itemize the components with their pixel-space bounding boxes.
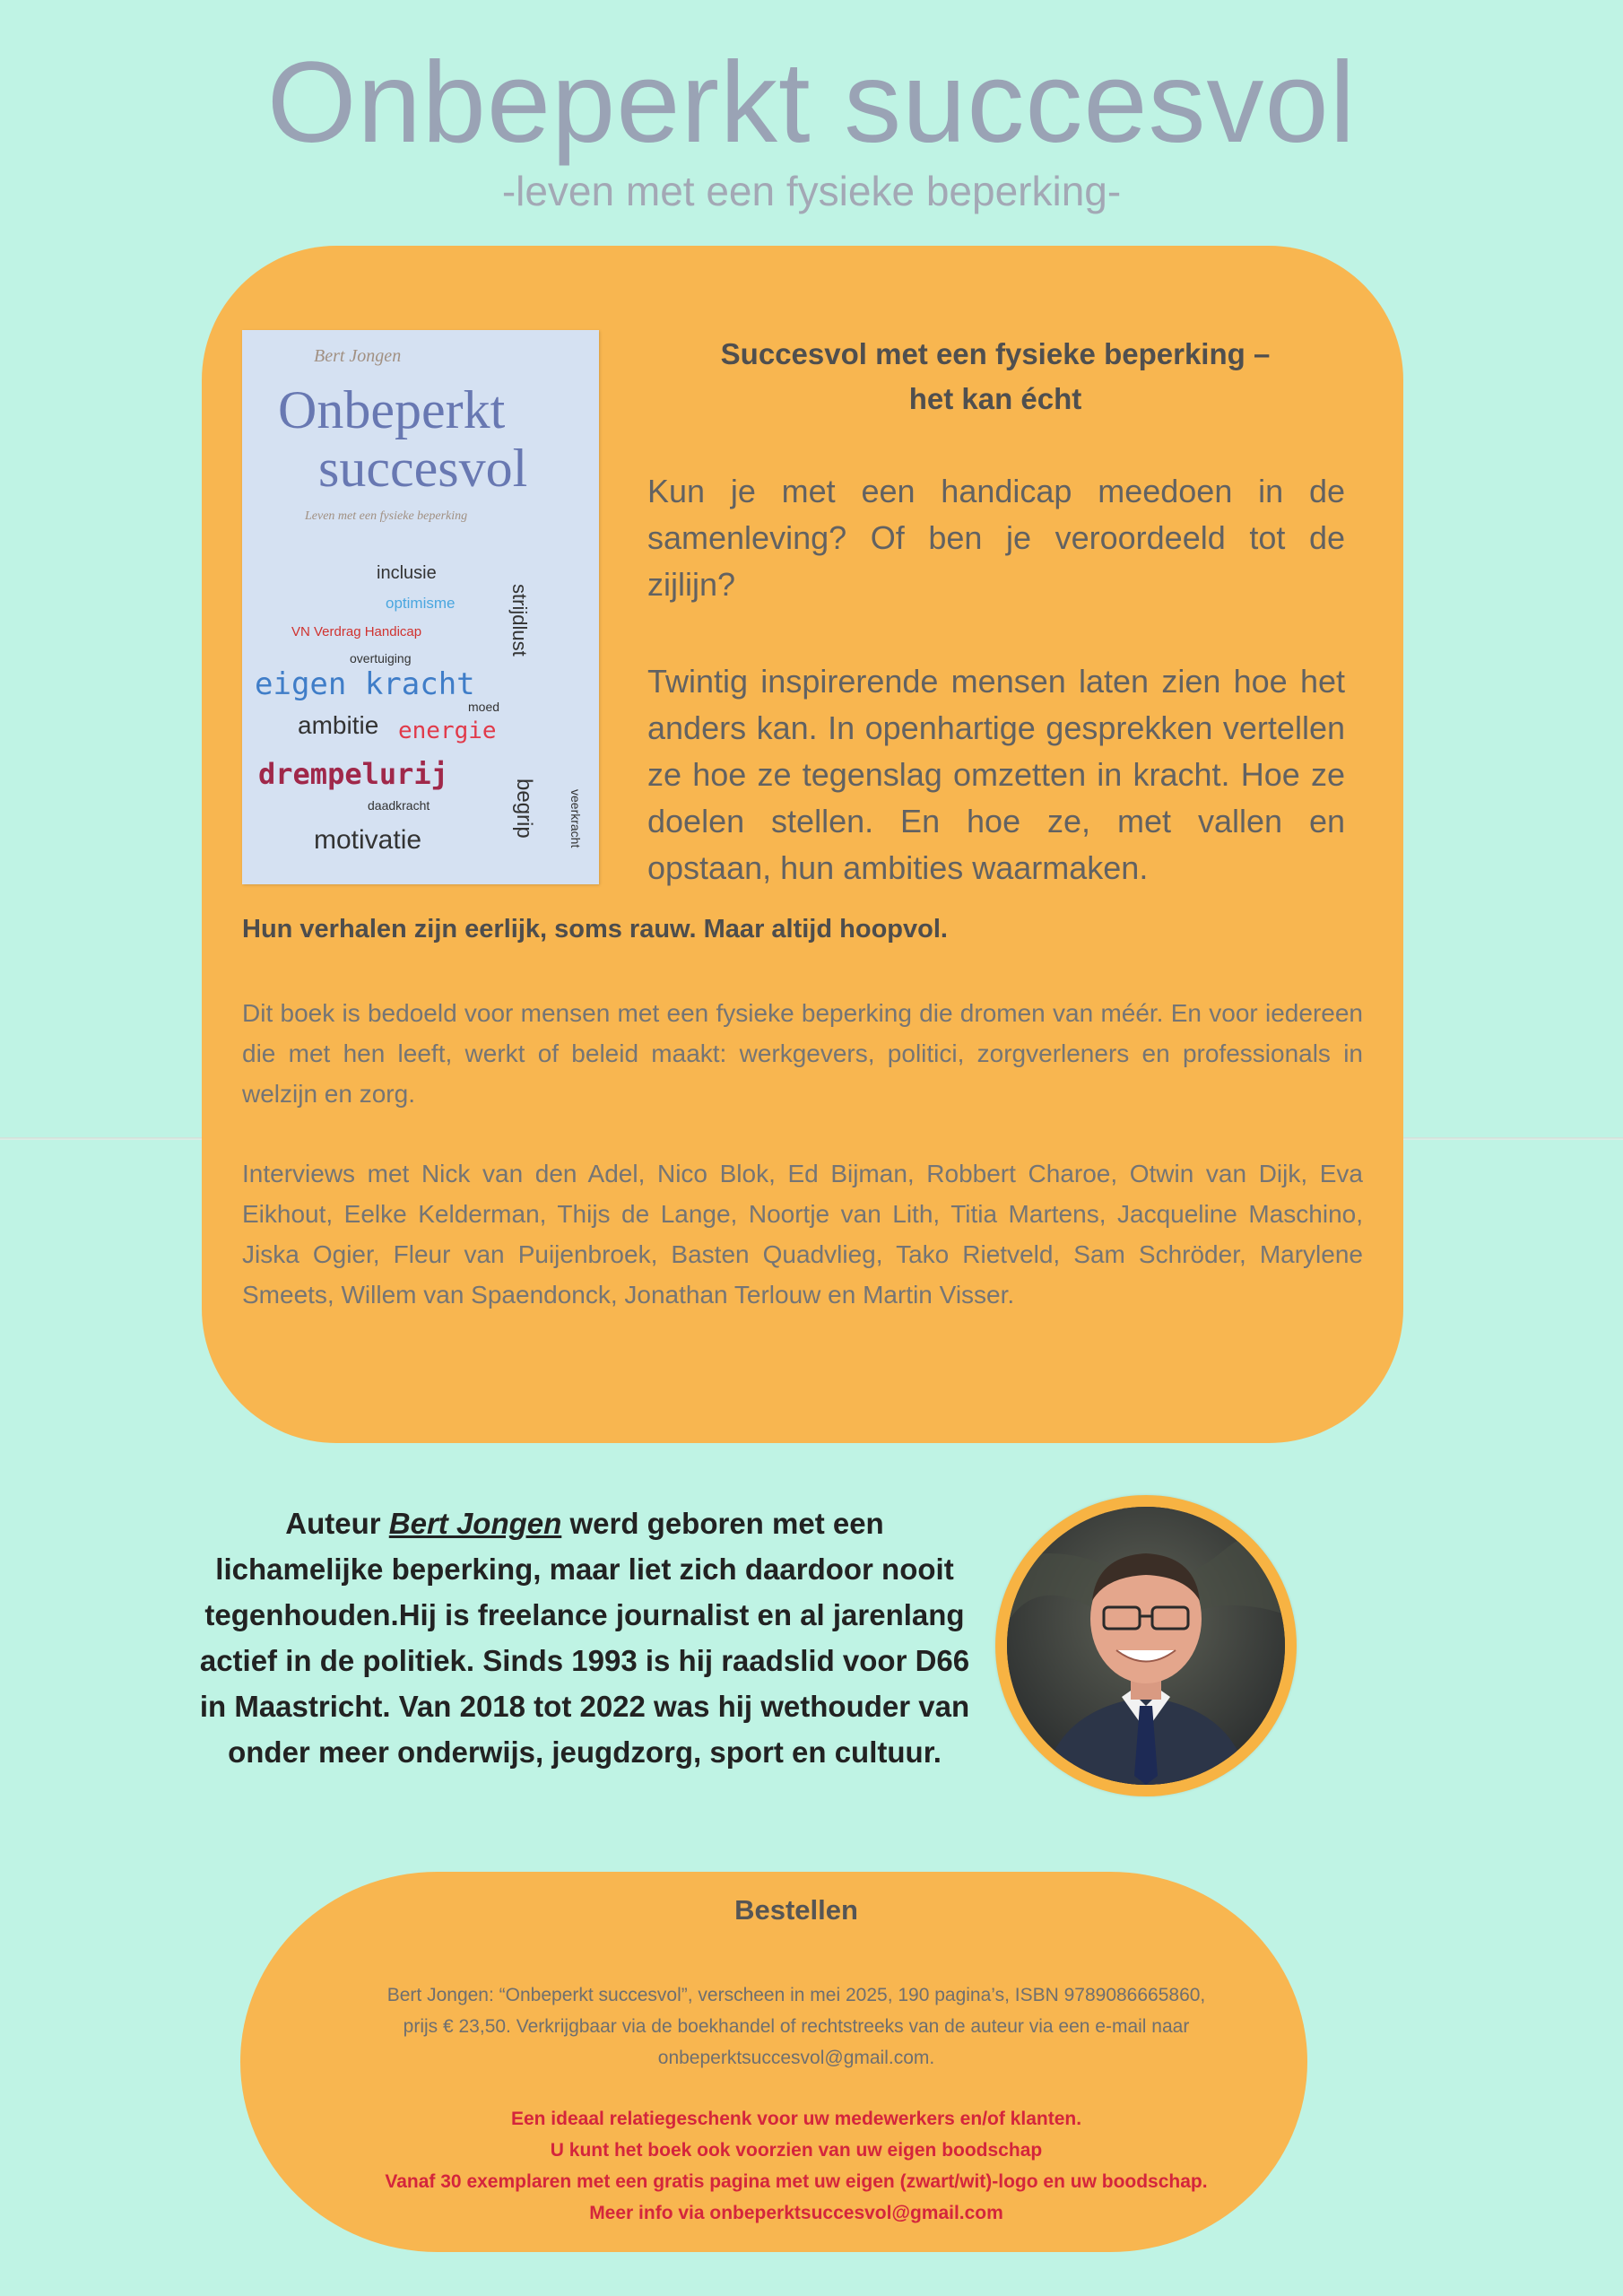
promo-line: Vanaf 30 exemplaren met een gratis pagina met uw eigen (zwart/wit)-logo en uw boodschap.	[385, 2171, 1208, 2192]
author-prefix: Auteur	[285, 1507, 389, 1540]
cover-word: eigen kracht	[255, 666, 475, 702]
order-info-line: Bert Jongen: “Onbeperkt succesvol”, verscheen in mei 2025, 190 pagina’s, ISBN 9789086665860,	[386, 1985, 1206, 2005]
cover-word: drempelurij	[258, 757, 448, 791]
book-cover-image	[242, 330, 599, 884]
author-portrait	[1007, 1507, 1285, 1785]
intro-paragraph-1: Kun je met een handicap meedoen in de samenleving? Of ben je veroordeeld tot de zijlijn?	[647, 473, 1345, 603]
cover-word: begrip	[512, 778, 536, 839]
order-promo	[240, 2103, 1352, 2229]
promo-contact[interactable]: Meer info via onbeperktsuccesvol@gmail.com	[589, 2203, 1003, 2223]
author-bio-text: werd geboren met een lichamelijke beperking, maar liet zich daardoor nooit tegenhouden.Hij is freelance journalist en al jarenlang actief in de politiek. Sinds 1993 is hij raadslid voor D66 in Maastricht. Van 2018 tot 2022 was hij wethouder van onder meer onderwijs, jeugdzorg, sport en cultuur.	[199, 1507, 970, 1769]
cover-title-line2: succesvol	[318, 439, 528, 498]
cover-word: optimisme	[386, 595, 456, 612]
page-title: Onbeperkt succesvol	[266, 39, 1357, 167]
author-bio	[199, 1500, 970, 1775]
page-subtitle: -leven met een fysieke beperking-	[501, 168, 1122, 214]
cover-word: ambitie	[298, 711, 379, 739]
intro-tagline: Hun verhalen zijn eerlijk, soms rauw. Maar altijd hoopvol.	[242, 915, 948, 944]
order-info	[240, 1979, 1352, 2074]
author-photo	[995, 1495, 1297, 1796]
promo-line: Een ideaal relatiegeschenk voor uw medewerkers en/of klanten.	[510, 2109, 1082, 2129]
cover-author: Bert Jongen	[314, 346, 402, 366]
cover-word: moed	[468, 700, 500, 714]
order-email[interactable]: onbeperktsuccesvol@gmail.com.	[657, 2048, 935, 2068]
author-name-link[interactable]: Bert Jongen	[388, 1507, 562, 1540]
cover-word: daadkracht	[368, 798, 430, 813]
intro-heading-line2: het kan écht	[908, 382, 1082, 415]
order-heading: Bestellen	[734, 1894, 858, 1926]
promo-line: U kunt het boek ook voorzien van uw eigen boodschap	[550, 2140, 1043, 2161]
intro-heading	[628, 332, 1363, 422]
cover-word: VN Verdrag Handicap	[291, 624, 422, 639]
order-info-line: prijs € 23,50. Verkrijgbaar via de boekhandel of rechtstreeks van de auteur via een e-mail naar	[403, 2016, 1190, 2037]
cover-title-line1: Onbeperkt	[278, 380, 506, 439]
cover-word: veerkracht	[568, 789, 583, 848]
cover-subtitle: Leven met een fysieke beperking	[305, 509, 468, 523]
interviews-paragraph: Interviews met Nick van den Adel, Nico Blok, Ed Bijman, Robbert Charoe, Otwin van Dijk, Eva Eikhout, Eelke Kelderman, Thijs de Lange, Noortje van Lith, Titia Martens, Jacqueline Maschino, Jiska Ogier, Fleur van Puijenbroek, Basten Quadvlieg, Tako Rietveld, Sam Schröder, Marylene Smeets, Willem van Spaendonck, Jonathan Terlouw en Martin Visser.	[242, 1160, 1363, 1309]
cover-word: motivatie	[314, 825, 422, 855]
cover-word: strijdlust	[508, 584, 531, 657]
cover-word: inclusie	[377, 563, 437, 583]
cover-word: energie	[398, 718, 497, 744]
audience-paragraph: Dit boek is bedoeld voor mensen met een fysieke beperking die dromen van méér. En voor iedereen die met hen leeft, werkt of beleid maakt: werkgevers, politici, zorgverleners en professionals in welzijn en zorg.	[242, 999, 1363, 1108]
cover-word: overtuiging	[350, 651, 412, 665]
intro-heading-line1: Succesvol met een fysieke beperking –	[720, 337, 1271, 370]
intro-paragraph-2: Twintig inspirerende mensen laten zien hoe het anders kan. In openhartige gesprekken vertellen ze hoe ze tegenslag omzetten in kracht. Hoe ze doelen stellen. En hoe ze, met vallen en opstaan, hun ambities waarmaken.	[647, 663, 1345, 886]
